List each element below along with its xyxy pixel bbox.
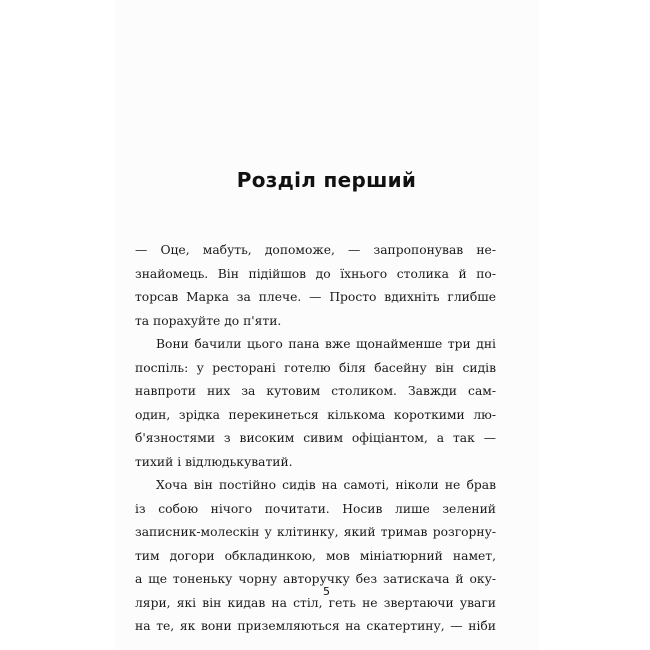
text-line: один, зрідка перекинеться кількома короткими лю-	[135, 407, 496, 422]
text-line: знайомець. Він підійшов до їхнього столика й по-	[135, 266, 496, 281]
body-text	[135, 239, 496, 639]
text-line: записник-молескін у клітинку, який тримав розгорну-	[135, 525, 496, 539]
text-line: торсав Марка за плече. — Просто вдихніть глибше	[135, 290, 496, 304]
text-line: поспіль: у ресторані готелю біля басейну він сидів	[135, 360, 496, 375]
text-line: на те, як вони приземляються на скатертину, — ніби	[135, 619, 496, 633]
text-line: та порахуйте до п'яти.	[135, 313, 282, 328]
page-number: 5	[323, 585, 330, 598]
text-line: ляри, які він кидав на стіл, геть не звертаючи уваги	[135, 595, 496, 610]
text-line: — Оце, мабуть, допоможе, — запропонував не-	[135, 243, 496, 257]
text-line: б'язностями з високим сивим офіціантом, а так —	[135, 431, 496, 445]
text-line: а ще тоненьку чорну авторучку без затискача й оку-	[135, 572, 496, 586]
text-line: тихий і відлюдькуватий.	[135, 454, 293, 469]
text-line: Хоча він постійно сидів на самоті, ніколи не брав	[156, 478, 496, 492]
text-line: навпроти них за кутовим столиком. Завжди сам-	[135, 384, 496, 398]
chapter-title: Розділ перший	[236, 168, 417, 192]
text-line: Вони бачили цього пана вже щонайменше три дні	[156, 337, 496, 351]
text-line: тим догори обкладинкою, мов мініатюрний намет,	[135, 548, 496, 563]
text-line: із собою нічого почитати. Носив лише зелений	[135, 501, 496, 516]
